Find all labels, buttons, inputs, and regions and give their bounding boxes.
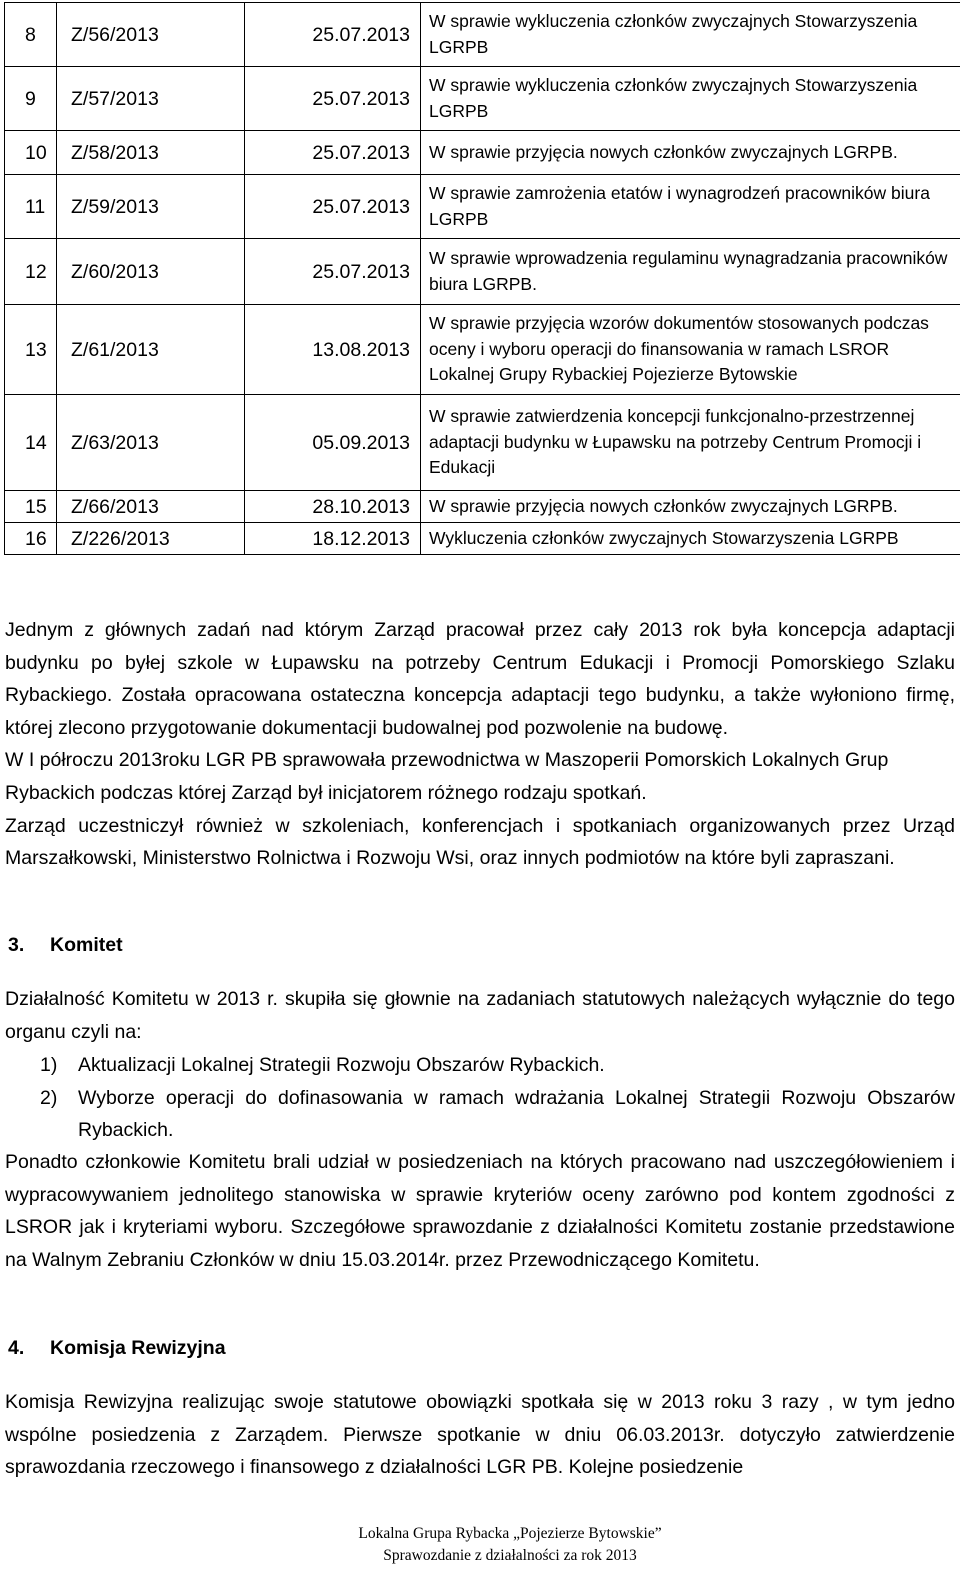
paragraph-maszoperia: W I półroczu 2013roku LGR PB sprawowała przewodnictwa w Maszoperii Pomorskich Lokalnych Grup Rybackich podczas której Zarząd był inicjatorem różnego rodzaju spotkań. [5,749,889,804]
board-activity-text [5,614,955,875]
resolution-description: W sprawie zamrożenia etatów i wynagrodzeń pracowników biura LGRPB [421,175,960,239]
resolution-number: Z/61/2013 [57,305,245,395]
resolution-date: 25.07.2013 [245,175,421,239]
table-row [5,67,960,131]
table-row [5,239,960,305]
table-row [5,175,960,239]
resolution-description: W sprawie przyjęcia nowych członków zwyczajnych LGRPB. [421,131,960,175]
resolution-date: 13.08.2013 [245,305,421,395]
resolution-description: Wykluczenia członków zwyczajnych Stowarzyszenia LGRPB [421,523,960,555]
list-item-number: 2) [40,1086,58,1109]
resolution-number: Z/59/2013 [57,175,245,239]
resolutions-table [4,2,960,555]
resolution-number: Z/63/2013 [57,395,245,491]
list-item-text: Aktualizacji Lokalnej Strategii Rozwoju Obszarów Rybackich. [78,1054,605,1076]
section-title: Komisja Rewizyjna [50,1337,226,1359]
komitet-outro [5,1146,955,1276]
list-item [40,1049,955,1082]
resolution-date: 28.10.2013 [245,491,421,523]
resolution-number: Z/226/2013 [57,523,245,555]
komitet-intro [5,983,955,1048]
resolution-number: Z/56/2013 [57,3,245,67]
paragraph-adaptation: Jednym z głównych zadań nad którym Zarząd pracował przez cały 2013 rok była koncepcja adaptacji budynku po byłej szkole w Łupawsku na potrzeby Centrum Edukacji i Promocji Pomorskiego Szlaku Rybackiego. Została opracowana ostateczna koncepcja adaptacji tego budynku, a także wyłoniono firmę, której zlecono przygotowanie dokumentacji budowalnej pod pozwolenie na budowę. [5,619,955,739]
resolution-number: Z/58/2013 [57,131,245,175]
resolution-date: 18.12.2013 [245,523,421,555]
table-row [5,3,960,67]
section-heading-komitet [8,934,123,957]
row-number: 10 [5,131,57,175]
footer-organization: Lokalna Grupa Rybacka „Pojezierze Bytowskie” [358,1525,662,1542]
resolution-description: W sprawie wykluczenia członków zwyczajnych Stowarzyszenia LGRPB [421,3,960,67]
resolution-number: Z/57/2013 [57,67,245,131]
section-title: Komitet [50,934,123,956]
section-number: 4. [8,1337,25,1359]
resolution-date: 25.07.2013 [245,131,421,175]
paragraph-komitet-intro: Działalność Komitetu w 2013 r. skupiła się głownie na zadaniach statutowych należących wyłącznie do tego organu czyli na: [5,988,955,1043]
resolution-number: Z/66/2013 [57,491,245,523]
row-number: 12 [5,239,57,305]
resolution-description: W sprawie zatwierdzenia koncepcji funkcjonalno-przestrzennej adaptacji budynku w Łupawsku na potrzeby Centrum Promocji i Edukacji [421,395,960,491]
page-footer [0,1523,960,1567]
row-number: 15 [5,491,57,523]
footer-report-title: Sprawozdanie z działalności za rok 2013 [383,1547,637,1564]
list-item-number: 1) [40,1054,58,1076]
table-row [5,305,960,395]
paragraph-trainings: Zarząd uczestniczył również w szkoleniach, konferencjach i spotkaniach organizowanych przez Urząd Marszałkowski, Ministerstwo Rolnictwa i Rozwoju Wsi, oraz innych podmiotów na które byli zapraszani. [5,814,955,870]
row-number: 9 [5,67,57,131]
section-heading-komisja [8,1337,226,1360]
table-row [5,131,960,175]
resolution-date: 25.07.2013 [245,3,421,67]
resolution-date: 25.07.2013 [245,67,421,131]
resolution-number: Z/60/2013 [57,239,245,305]
paragraph-komitet-outro: Ponadto członkowie Komitetu brali udział w posiedzeniach na których pracowano nad uszczegółowieniem i wypracowywaniem jednolitego stanowiska w sprawie kryteriów oceny zarówno pod kontem zgodności z LSROR jak i kryteriami wyboru. Szczegółowe sprawozdanie z działalności Komitetu zostanie przedstawione na Walnym Zebraniu Członków w dniu 15.03.2014r. przez Przewodniczącego Komitetu. [5,1151,955,1271]
resolution-date: 25.07.2013 [245,239,421,305]
resolution-description: W sprawie przyjęcia nowych członków zwyczajnych LGRPB. [421,491,960,523]
komisja-text [5,1386,955,1484]
list-item-text: Wyborze operacji do dofinasowania w ramach wdrażania Lokalnej Strategii Rozwoju Obszarów Rybackich. [78,1086,955,1142]
resolution-description: W sprawie wprowadzenia regulaminu wynagradzania pracowników biura LGRPB. [421,239,960,305]
row-number: 8 [5,3,57,67]
table-row [5,395,960,491]
row-number: 16 [5,523,57,555]
komitet-list [40,1049,955,1147]
row-number: 14 [5,395,57,491]
paragraph-komisja: Komisja Rewizyjna realizując swoje statutowe obowiązki spotkała się w 2013 roku 3 razy , w tym jedno wspólne posiedzenia z Zarządem. Pierwsze spotkanie w dniu 06.03.2013r. dotyczyło zatwierdzenie sprawozdania rzeczowego i finansowego z działalności LGR PB. Kolejne posiedzenie [5,1391,955,1479]
list-item [40,1082,955,1147]
resolution-description: W sprawie przyjęcia wzorów dokumentów stosowanych podczas oceny i wyboru operacji do finansowania w ramach LSROR Lokalnej Grupy Rybackiej Pojezierze Bytowskie [421,305,960,395]
resolution-description: W sprawie wykluczenia członków zwyczajnych Stowarzyszenia LGRPB [421,67,960,131]
table-row [5,491,960,523]
section-number: 3. [8,934,25,956]
row-number: 13 [5,305,57,395]
resolution-date: 05.09.2013 [245,395,421,491]
table-row [5,523,960,555]
row-number: 11 [5,175,57,239]
